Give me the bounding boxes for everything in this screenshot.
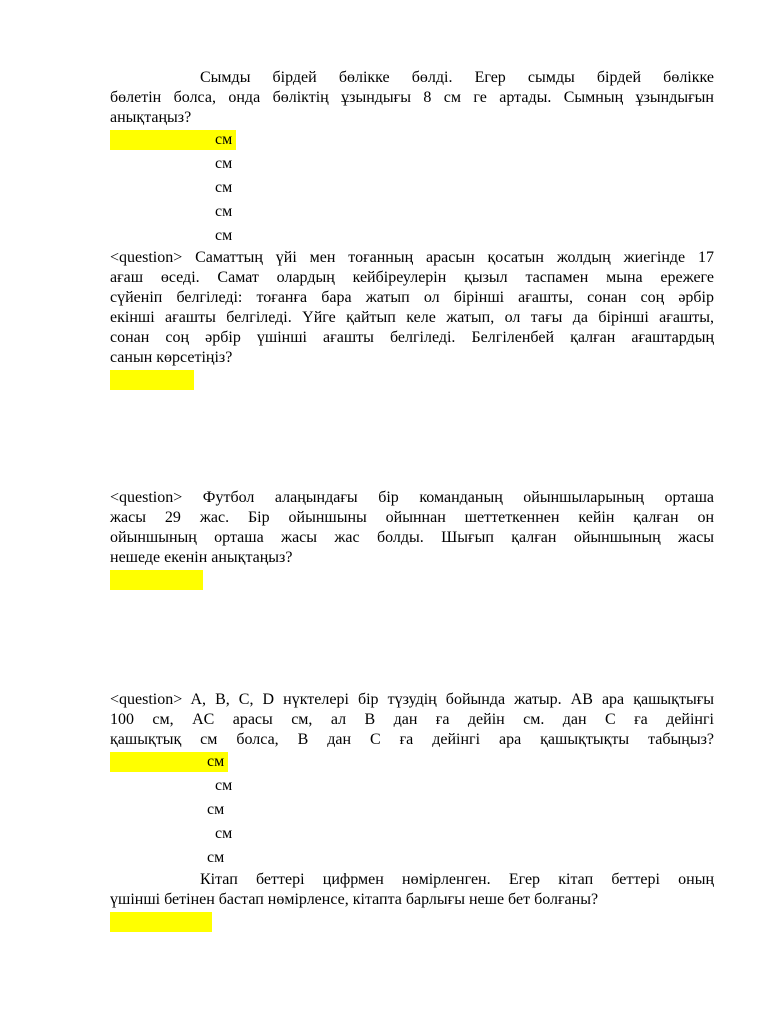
question-1-text xyxy=(110,68,714,128)
question-2-line: <question> Саматтың үйі мен тоғанның арасын қосатын жолдың жиегінде 17 xyxy=(110,249,714,266)
question-3-line: <question> Футбол алаңындағы бір команданың ойыншыларының орташа xyxy=(110,489,714,506)
option-3: см xyxy=(207,801,225,818)
question-5-text xyxy=(110,870,714,910)
question-2-text xyxy=(110,248,714,368)
answer-highlight xyxy=(110,370,194,390)
question-3-line: ойыншының орташа жасы жас болды. Шығып қалған ойыншының жасы xyxy=(110,529,714,546)
question-4-line: <question> A, B, C, D нүктелері бір түзудің бойында жатыр. AB ара қашықтығы xyxy=(110,691,714,708)
option-3: см xyxy=(215,179,233,196)
option-1: см xyxy=(207,753,225,770)
question-1-line: анықтаңыз? xyxy=(110,109,192,126)
question-2-line: сонан соң әрбір үшінші ағашты белгіледі. Белгіленбей қалған ағаштардың xyxy=(110,329,714,346)
question-5-line: үшінші бетінен бастап нөмірленсе, кітапта барлығы неше бет болғаны? xyxy=(110,891,599,908)
question-1-line: Сымды бірдей бөлікке бөлді. Егер сымды бірдей бөлікке xyxy=(200,69,714,86)
option-4: см xyxy=(215,825,233,842)
question-5-line: Кітап беттері цифрмен нөмірленген. Егер кітап беттері оның xyxy=(200,871,714,888)
option-2: см xyxy=(215,155,233,172)
option-5: см xyxy=(207,849,225,866)
option-5: см xyxy=(215,227,233,244)
question-3-line: нешеде екенін анықтаңыз? xyxy=(110,549,293,566)
answer-highlight xyxy=(110,570,203,590)
question-4-line: қашықтық см болса, B дан C ға дейінгі ара қашықтықты табыңыз? xyxy=(110,731,714,748)
option-1: см xyxy=(215,131,233,148)
question-2-line: екінші ағашты белгіледі. Үйге қайтып келе жатып, ол тағы да бірінші ағашты, xyxy=(110,309,714,326)
question-2-line: санын көрсетіңіз? xyxy=(110,349,233,366)
question-2-line: сүйеніп белгіледі: тоғанға бара жатып ол бірінші ағашты, сонан соң әрбір xyxy=(110,289,714,306)
question-3-line: жасы 29 жас. Бір ойыншыны ойыннан шеттеткеннен кейін қалған он xyxy=(110,509,714,526)
question-4-text xyxy=(110,690,714,750)
question-2-line: ағаш өседі. Самат олардың кейбіреулерін қызыл таспамен мына ережеге xyxy=(110,269,714,286)
option-4: см xyxy=(215,203,233,220)
option-2: см xyxy=(215,777,233,794)
question-1-line: бөлетін болса, онда бөліктің ұзындығы 8 см ге артады. Сымның ұзындығын xyxy=(110,89,714,106)
question-4-line: 100 см, AC арасы см, ал B дан ға дейін см. дан C ға дейінгі xyxy=(110,711,714,728)
question-3-text xyxy=(110,488,714,568)
answer-highlight xyxy=(110,912,212,932)
